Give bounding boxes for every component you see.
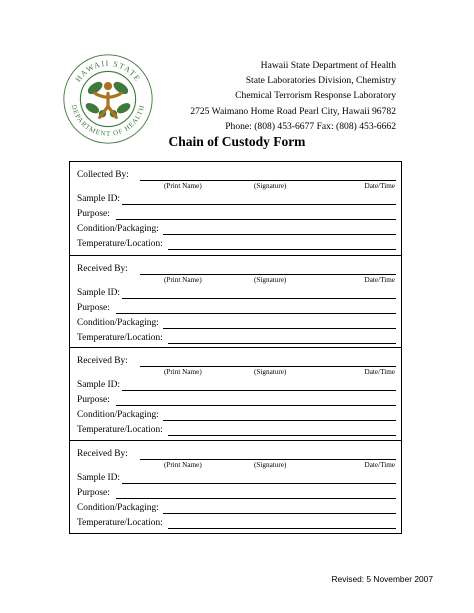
date-time-caption: Date/Time xyxy=(364,182,395,190)
field-row-purpose xyxy=(70,395,401,410)
form-title: Chain of Custody Form xyxy=(168,134,306,149)
print-name-caption: (Print Name) xyxy=(164,368,202,376)
header-line-2: State Laboratories Division, Chemistry xyxy=(245,75,396,87)
condition-label: Condition/Packaging: xyxy=(77,502,159,513)
custody-section-4 xyxy=(70,440,401,533)
custodian-row xyxy=(70,356,401,371)
temperature-label: Temperature/Location: xyxy=(77,425,163,435)
field-row-sample-id xyxy=(70,288,401,303)
sample-id-label: Sample ID: xyxy=(77,194,120,204)
custody-section-1 xyxy=(70,162,401,255)
purpose-label: Purpose: xyxy=(77,395,110,405)
custodian-line[interactable] xyxy=(140,459,396,460)
seal-bottom-text: DEPARTMENT OF HEALTH xyxy=(69,103,147,138)
sample-id-line[interactable] xyxy=(122,298,396,299)
temperature-label: Temperature/Location: xyxy=(77,332,163,343)
temperature-line[interactable] xyxy=(168,435,396,436)
header-line-4: 2725 Waimano Home Road Pearl City, Hawaii 96782 xyxy=(190,105,396,117)
custodian-label: Received By: xyxy=(77,263,128,274)
sample-id-label: Sample ID: xyxy=(77,287,120,298)
custodian-label: Received By: xyxy=(77,448,128,459)
svg-text:DEPARTMENT OF HEALTH xyxy=(70,104,147,138)
field-row-temperature xyxy=(70,333,401,348)
signature-caption: (Signature) xyxy=(254,182,287,190)
print-name-caption: (Print Name) xyxy=(164,275,202,284)
custody-section-2 xyxy=(70,255,401,348)
custodian-label: Collected By: xyxy=(77,170,129,180)
purpose-line[interactable] xyxy=(116,219,396,220)
header-line-5: Phone: (808) 453-6677 Fax: (808) 453-6662 xyxy=(225,120,396,132)
signature-caption: (Signature) xyxy=(254,368,287,376)
revision-date: Revised: 5 November 2007 xyxy=(331,574,433,584)
seal-top-text: HAWAII STATE xyxy=(73,58,143,84)
condition-line[interactable] xyxy=(163,328,396,329)
field-row-purpose xyxy=(70,303,401,318)
purpose-line[interactable] xyxy=(116,498,396,499)
header-address xyxy=(190,58,396,134)
custodian-line[interactable] xyxy=(140,274,396,275)
field-row-purpose xyxy=(70,209,401,224)
condition-line[interactable] xyxy=(163,234,396,235)
field-row-sample-id xyxy=(70,380,401,395)
signature-caption: (Signature) xyxy=(254,460,287,469)
purpose-line[interactable] xyxy=(116,313,396,314)
purpose-label: Purpose: xyxy=(77,487,110,498)
temperature-line[interactable] xyxy=(168,528,396,529)
condition-label: Condition/Packaging: xyxy=(77,317,159,328)
sample-id-line[interactable] xyxy=(122,204,396,205)
custody-section-3 xyxy=(70,347,401,440)
custodian-row xyxy=(70,449,401,464)
custodian-row xyxy=(70,264,401,279)
signature-caption: (Signature) xyxy=(254,275,287,284)
temperature-label: Temperature/Location: xyxy=(77,517,163,528)
field-row-temperature xyxy=(70,518,401,533)
condition-line[interactable] xyxy=(163,420,396,421)
purpose-line[interactable] xyxy=(116,405,396,406)
field-row-condition xyxy=(70,410,401,425)
custodian-row xyxy=(70,170,401,185)
temperature-label: Temperature/Location: xyxy=(77,239,163,249)
condition-label: Condition/Packaging: xyxy=(77,410,159,420)
temperature-line[interactable] xyxy=(168,343,396,344)
field-row-sample-id xyxy=(70,194,401,209)
header-line-1: Hawaii State Department of Health xyxy=(260,60,396,71)
field-row-temperature xyxy=(70,425,401,440)
purpose-label: Purpose: xyxy=(77,209,110,219)
field-row-condition xyxy=(70,318,401,333)
purpose-label: Purpose: xyxy=(77,302,110,313)
field-row-temperature xyxy=(70,239,401,254)
hawaii-doh-seal xyxy=(62,53,154,145)
date-time-caption: Date/Time xyxy=(364,460,395,469)
print-name-caption: (Print Name) xyxy=(164,460,202,469)
header-line-3: Chemical Terrorism Response Laboratory xyxy=(235,90,396,102)
field-row-condition xyxy=(70,503,401,518)
field-row-condition xyxy=(70,224,401,239)
sample-id-label: Sample ID: xyxy=(77,472,120,483)
custodian-line[interactable] xyxy=(140,180,396,181)
custody-form-box xyxy=(69,161,402,534)
print-name-caption: (Print Name) xyxy=(164,182,202,190)
date-time-caption: Date/Time xyxy=(364,275,395,284)
custodian-line[interactable] xyxy=(140,366,396,367)
field-row-sample-id xyxy=(70,473,401,488)
sample-id-line[interactable] xyxy=(122,483,396,484)
sample-id-label: Sample ID: xyxy=(77,380,120,390)
condition-label: Condition/Packaging: xyxy=(77,224,159,234)
date-time-caption: Date/Time xyxy=(364,368,395,376)
temperature-line[interactable] xyxy=(168,249,396,250)
sample-id-line[interactable] xyxy=(122,390,396,391)
condition-line[interactable] xyxy=(163,513,396,514)
field-row-purpose xyxy=(70,488,401,503)
custodian-label: Received By: xyxy=(77,356,128,366)
